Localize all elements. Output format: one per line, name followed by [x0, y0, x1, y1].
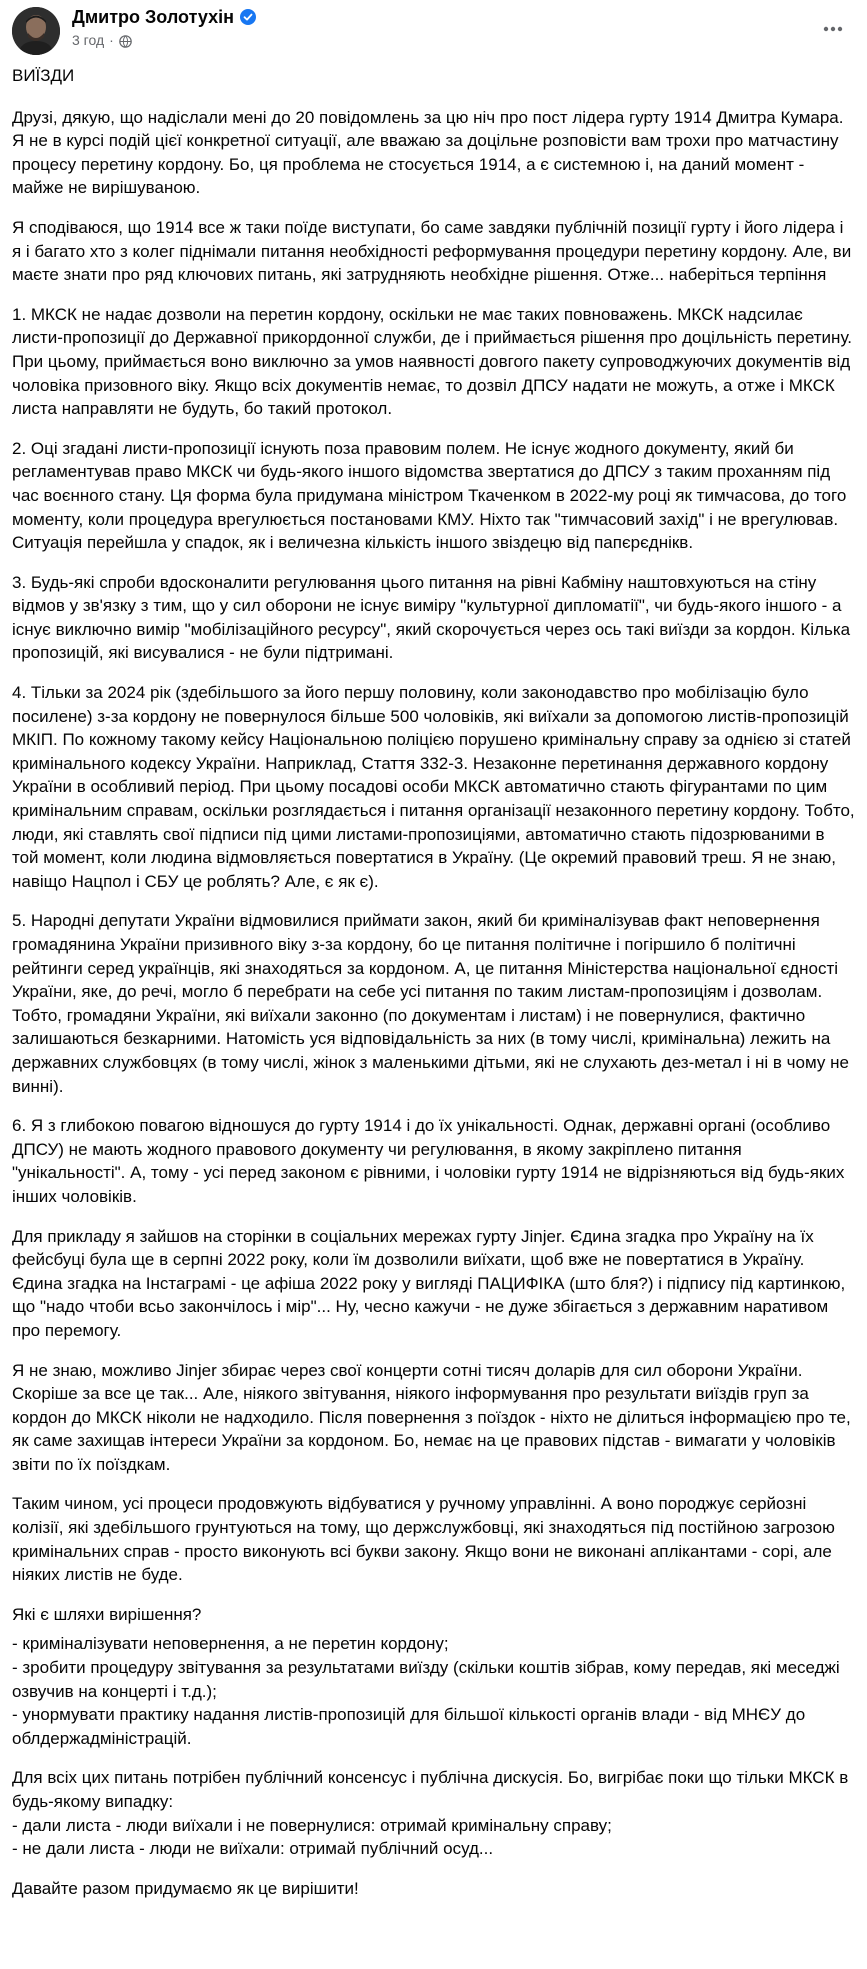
- meta-separator: ·: [109, 32, 114, 48]
- post-paragraph: 6. Я з глибокою повагою відношуся до гурту 1914 і до їх унікальності. Однак, державні органі (особливо ДПСУ) не мають жодного правового документу чи регулювання, в якому закріплено питання "унікальності". А, тому - усі перед законом є рівними, і чоловіки гурту 1914 не відрізняються від будь-яких інших чоловіків.: [12, 1116, 845, 1206]
- post-paragraph: Я сподіваюся, що 1914 все ж таки поїде виступати, бо саме завдяки публічній позиції гурту і його лідера і я і багато хто з колег піднімали питання необхідності реформування процедури перетину кордону. Але, ви маєте знати про ряд ключових питань, які затрудняють необхідне рішення. Отже... наберіться терпіння: [12, 217, 852, 285]
- post-paragraph: Для прикладу я зайшов на сторінки в соціальних мережах гурту Jinjer. Єдина згадка про Україну на їх фейсбуці була ще в серпні 2022 року, коли їм дозволили виїхати, щоб вже не повертатися в Україну. Єдина згадка на Інстаграмі - це афіша 2022 року у вигляді ПАЦИФІКА (што бля?) і підпису під картинкою, що "надо чтоби всьо закончілось і мір"... Ну, чесно кажучи - не дуже збігається з державним наративом про перемогу.: [12, 1226, 846, 1340]
- globe-icon[interactable]: [119, 34, 132, 47]
- verified-badge-icon: [240, 9, 256, 25]
- post-paragraph: Таким чином, усі процеси продовжують відбуватися у ручному управлінні. А воно породжує серйозні колізії, які здебільшого грунтуються на тому, що держслужбовці, які знаходяться під постійною загрозою кримінальних справ - просто виконують всі букви закону. Якщо вони не виконані аплікантами - сорі, але ніяких листів не буде.: [12, 1494, 835, 1585]
- post-header: [0, 0, 867, 62]
- post-paragraph: Які є шляхи вирішення?: [12, 1604, 202, 1624]
- more-options-button[interactable]: [813, 8, 853, 48]
- author-avatar[interactable]: [12, 7, 60, 55]
- post-paragraph: 5. Народні депутати України відмовилися приймати закон, який би криміналізував факт неповернення громадянина України призивного віку з-за кордону, бо це питання політичне і погіршило б політичні рейтинги серед українців, які знаходяться за кордоном. А, це питання Міністерства національної єдності України, яке, до речі, могло б перебрати на себе усі питання по таким листам-пропозиціям і дозволам. Тобто, громадяни України, які виїхали законно (по документам і листам) і не повернулися, фактично залишаються безкарними. Натомість уся відповідальність за них (в тому числі, кримінальна) лежить на державних службовцях (в тому числі, жінок з маленькими дітьми, які не слухають дез-метал і ні в чому не винні).: [12, 911, 849, 1096]
- post-meta: [72, 31, 132, 49]
- post-paragraph: 3. Будь-які спроби вдосконалити регулювання цього питання на рівні Кабміну наштовхуються на стіну відмов у зв'язку з тим, що у сил оборони не існує виміру "культурної дипломатії", чи будь-якого іншого - а існує виключно вимір "мобілізаційного ресурсу", який скорочується через ось такі виїзди за кордон. Кілька пропозицій, які висувалися - не були підтримані.: [12, 572, 851, 663]
- post-paragraph: Для всіх цих питань потрібен публічний консенсус і публічна дискусія. Бо, вигрібає поки що тільки МКСК в будь-якому випадку: - дали листа - люди виїхали і не повернулися: отримай кримінальну справу; - не дали листа - люди не виїхали: отримай публічний осуд...: [12, 1768, 849, 1859]
- post-timestamp[interactable]: 3 год: [72, 32, 105, 48]
- post-body: [12, 64, 855, 1916]
- author-name[interactable]: Дмитро Золотухін: [72, 7, 234, 27]
- post-paragraph: Давайте разом придумаємо як це вирішити!: [12, 1878, 359, 1898]
- post-paragraph: 2. Оці згадані листи-пропозиції існують поза правовим полем. Не існує жодного документу, який би регламентував право МКСК чи будь-якого іншого відомства звертатися до ДПСУ з таким проханням під час воєнного стану. Ця форма була придумана міністром Ткаченком в 2022-му році як тимчасова, до того моменту, коли процедура врегулюється постановами КМУ. Ніхто так "тимчасовий захід" і не врегулював. Ситуація перейшла у спадок, як і величезна кількість іншого звіздецю від папєрєднікв.: [12, 438, 847, 553]
- avatar-photo: [12, 7, 60, 55]
- post-title: ВИЇЗДИ: [12, 66, 75, 85]
- author-row: [72, 5, 256, 29]
- post-paragraph: Друзі, дякую, що надіслали мені до 20 повідомлень за цю ніч про пост лідера гурту 1914 Дмитра Кумара. Я не в курсі подій цієї конкретної ситуації, але вважаю за доцільне розповісти вам трохи про матчастину процесу перетину кордону. Бо, ця проблема не стосується 1914, а є системною і, на даний момент - майже не вирішуваною.: [12, 107, 844, 198]
- more-horizontal-icon: [823, 19, 843, 37]
- post-paragraph: Я не знаю, можливо Jinjer збирає через свої концерти сотні тисяч доларів для сил оборони України. Скоріше за все це так... Але, ніякого звітування, ніякого інформування про результати виїздів груп за кордон до МКСК ніколи не надходило. Після повернення з поїздок - ніхто не ділиться інформацією про те, як саме захищав інтереси України за кордоном. Бо, немає на це правових підстав - вимагати у чоловіків звіти по їх поїздкам.: [12, 1360, 851, 1474]
- post-paragraph: 1. МКСК не надає дозволи на перетин кордону, оскільки не має таких повноважень. МКСК надсилає листи-пропозиції до Державної прикордонної служби, де і приймається рішення про доцільність перетину. При цьому, приймається воно виключно за умов наявності довгого пакету супроводжуючих документів від чоловіка призовного віку. Якщо всіх документів немає, то дозвіл ДПСУ надати не можуть, а отже і МКСК листа направляти не будуть, бо такий протокол.: [12, 304, 852, 419]
- post-paragraph: 4. Тільки за 2024 рік (здебільшого за його першу половину, коли законодавство про мобілізацію було посилене) з-за кордону не повернулося більше 500 чоловіків, які виїхали за допомогою листів-пропозицій МКІП. По кожному такому кейсу Національною поліцією порушено кримінальну справу за однією зі статей кримінального кодексу України. Наприклад, Стаття 332-3. Незаконне перетинання державного кордону України в особливий період. При цьому посадові особи МКСК автоматично стають фігурантами по цим кримінальним справам, оскільки розглядається і питання організації незаконного перетину кордону. Тобто, люди, які ставлять свої підписи під цими листами-пропозиціями, автоматично стають підозрюваними в той момент, коли людина відмовляється повертатися в Україну. (Це окремий правовий треш. Я не знаю, навіщо Нацпол і СБУ це роблять? Але, є як є).: [12, 683, 855, 891]
- post-paragraph: - криміналізувати неповернення, а не перетин кордону; - зробити процедуру звітування за результатами виїзду (скільки коштів зібрав, кому передав, які меседжі озвучив на концерті і т.д.); - унормувати практику надання листів-пропозицій для більшої кількості органів влади - від МНЄУ до облдержадміністрацій.: [12, 1634, 840, 1748]
